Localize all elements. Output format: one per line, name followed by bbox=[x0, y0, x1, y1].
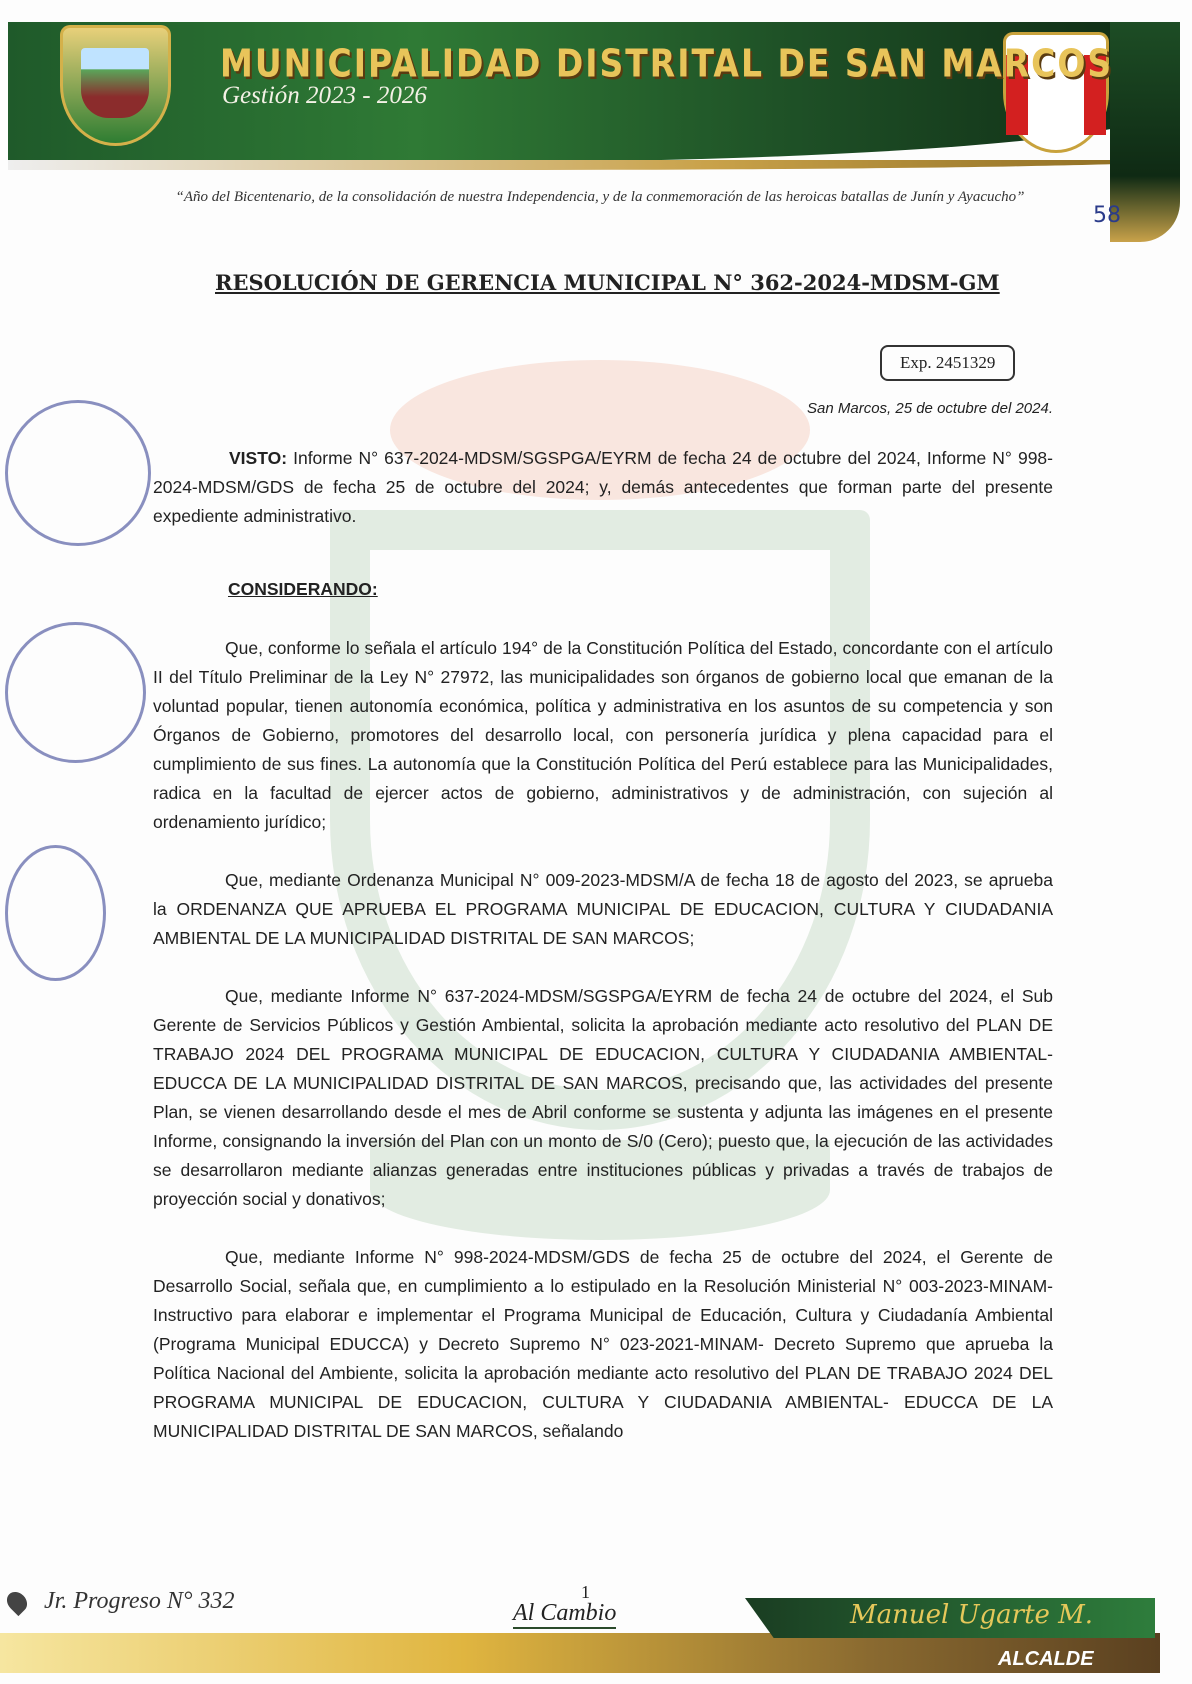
expediente-box: Exp. 2451329 bbox=[880, 345, 1015, 381]
paragraph-3: Que, mediante Informe N° 637-2024-MDSM/SGSPGA/EYRM de fecha 24 de octubre del 2024, el Sub Gerente de Servicios Públicos y Gestión Ambiental, solicita la aprobación mediante acto resolutivo del PLAN DE TRABAJO 2024 DEL PROGRAMA MUNICIPAL DE EDUCACION, CULTURA Y CIUDADANIA AMBIENTAL- EDUCCA DE LA MUNICIPALIDAD DISTRITAL DE SAN MARCOS, precisando que, las actividades del presente Plan, se vienen desarrollando desde el mes de Abril conforme se sustenta y adjunta las imágenes en el presente Informe, consignando la inversión del Plan con un monto de S/0 (Cero); puesto que, la ejecución de las actividades se desarrollaron mediante alianzas generadas entre instituciones públicas y privadas a través de trabajos de proyección social y donativos; bbox=[153, 986, 1053, 1209]
resolution-title: RESOLUCIÓN DE GERENCIA MUNICIPAL N° 362-2024-MDSM-GM bbox=[215, 270, 1000, 295]
header-title: MUNICIPALIDAD DISTRITAL DE SAN MARCOS bbox=[220, 41, 1114, 86]
mayor-title: ALCALDE bbox=[998, 1648, 1094, 1670]
mayor-name: Manuel Ugarte M. bbox=[850, 1600, 1094, 1630]
page-number: 1 bbox=[581, 1582, 590, 1602]
footer-gold-bar bbox=[0, 1633, 1160, 1673]
considerando-heading: CONSIDERANDO: bbox=[228, 579, 378, 599]
document-date: San Marcos, 25 de octubre del 2024. bbox=[807, 400, 1053, 417]
paragraph-1: Que, conforme lo señala el artículo 194° de la Constitución Política del Estado, concordante con el artículo II del Título Preliminar de la Ley N° 27972, las municipalidades son órganos de gobierno local que emanan de la voluntad popular, tienen autonomía económica, política y administrativa en los asuntos de su competencia y son Órganos de Gobierno, promotores del desarrollo local, con personería jurídica y plena capacidad para el cumplimiento de sus fines. La autonomía que la Constitución Política del Perú establece para las Municipalidades, radica en la facultad de ejercer actos de gobierno, administrativos y de administración, con sujeción al ordenamiento jurídico; bbox=[153, 638, 1053, 832]
municipal-crest-logo bbox=[60, 25, 171, 146]
considerando-body bbox=[153, 634, 1053, 1446]
paragraph-4: Que, mediante Informe N° 998-2024-MDSM/GDS de fecha 25 de octubre del 2024, el Gerente de Desarrollo Social, señala que, en cumplimiento a lo estipulado en la Resolución Ministerial N° 003-2023-MINAM- Instructivo para elaborar e implementar el Programa Municipal de Educación, Cultura y Ciudadanía Ambiental (Programa Municipal EDUCCA) y Decreto Supremo N° 023-2021-MINAM- Decreto Supremo que aprueba la Política Nacional del Ambiente, solicita la aprobación mediante acto resolutivo del PLAN DE TRABAJO 2024 DEL PROGRAMA MUNICIPAL DE EDUCACION, CULTURA Y CIUDADANIA AMBIENTAL- EDUCCA DE LA MUNICIPALIDAD DISTRITAL DE SAN MARCOS, señalando bbox=[153, 1247, 1053, 1441]
header-subtitle: Gestión 2023 - 2026 bbox=[222, 82, 427, 109]
paragraph-2: Que, mediante Ordenanza Municipal N° 009-2023-MDSM/A de fecha 18 de agosto del 2023, se aprueba la ORDENANZA QUE APRUEBA EL PROGRAMA MUNICIPAL DE EDUCACION, CULTURA Y CIUDADANIA AMBIENTAL DE LA MUNICIPALIDAD DISTRITAL DE SAN MARCOS; bbox=[153, 870, 1053, 948]
footer-address bbox=[8, 1588, 235, 1615]
visto-text: Informe N° 637-2024-MDSM/SGSPGA/EYRM de fecha 24 de octubre del 2024, Informe N° 998-2024-MDSM/GDS de fecha 25 de octubre del 2024; y, demás antecedentes que forman parte del presente expediente administrativo. bbox=[153, 448, 1053, 526]
location-pin-icon bbox=[3, 1588, 31, 1616]
seal-stamp bbox=[5, 845, 106, 981]
visto-paragraph bbox=[153, 444, 1053, 531]
address-text: Jr. Progreso N° 332 bbox=[44, 1588, 235, 1614]
year-motto: “Año del Bicentenario, de la consolidación de nuestra Independencia, y de la conmemoración de las heroicas batallas de Junín y Ayacucho” bbox=[175, 189, 1025, 205]
visto-label: VISTO: bbox=[229, 448, 288, 468]
seal-stamp bbox=[5, 622, 146, 763]
seal-stamp bbox=[5, 400, 151, 546]
folio-number: 58 bbox=[1093, 203, 1121, 228]
footer-slogan: Al Cambio bbox=[513, 1600, 616, 1629]
